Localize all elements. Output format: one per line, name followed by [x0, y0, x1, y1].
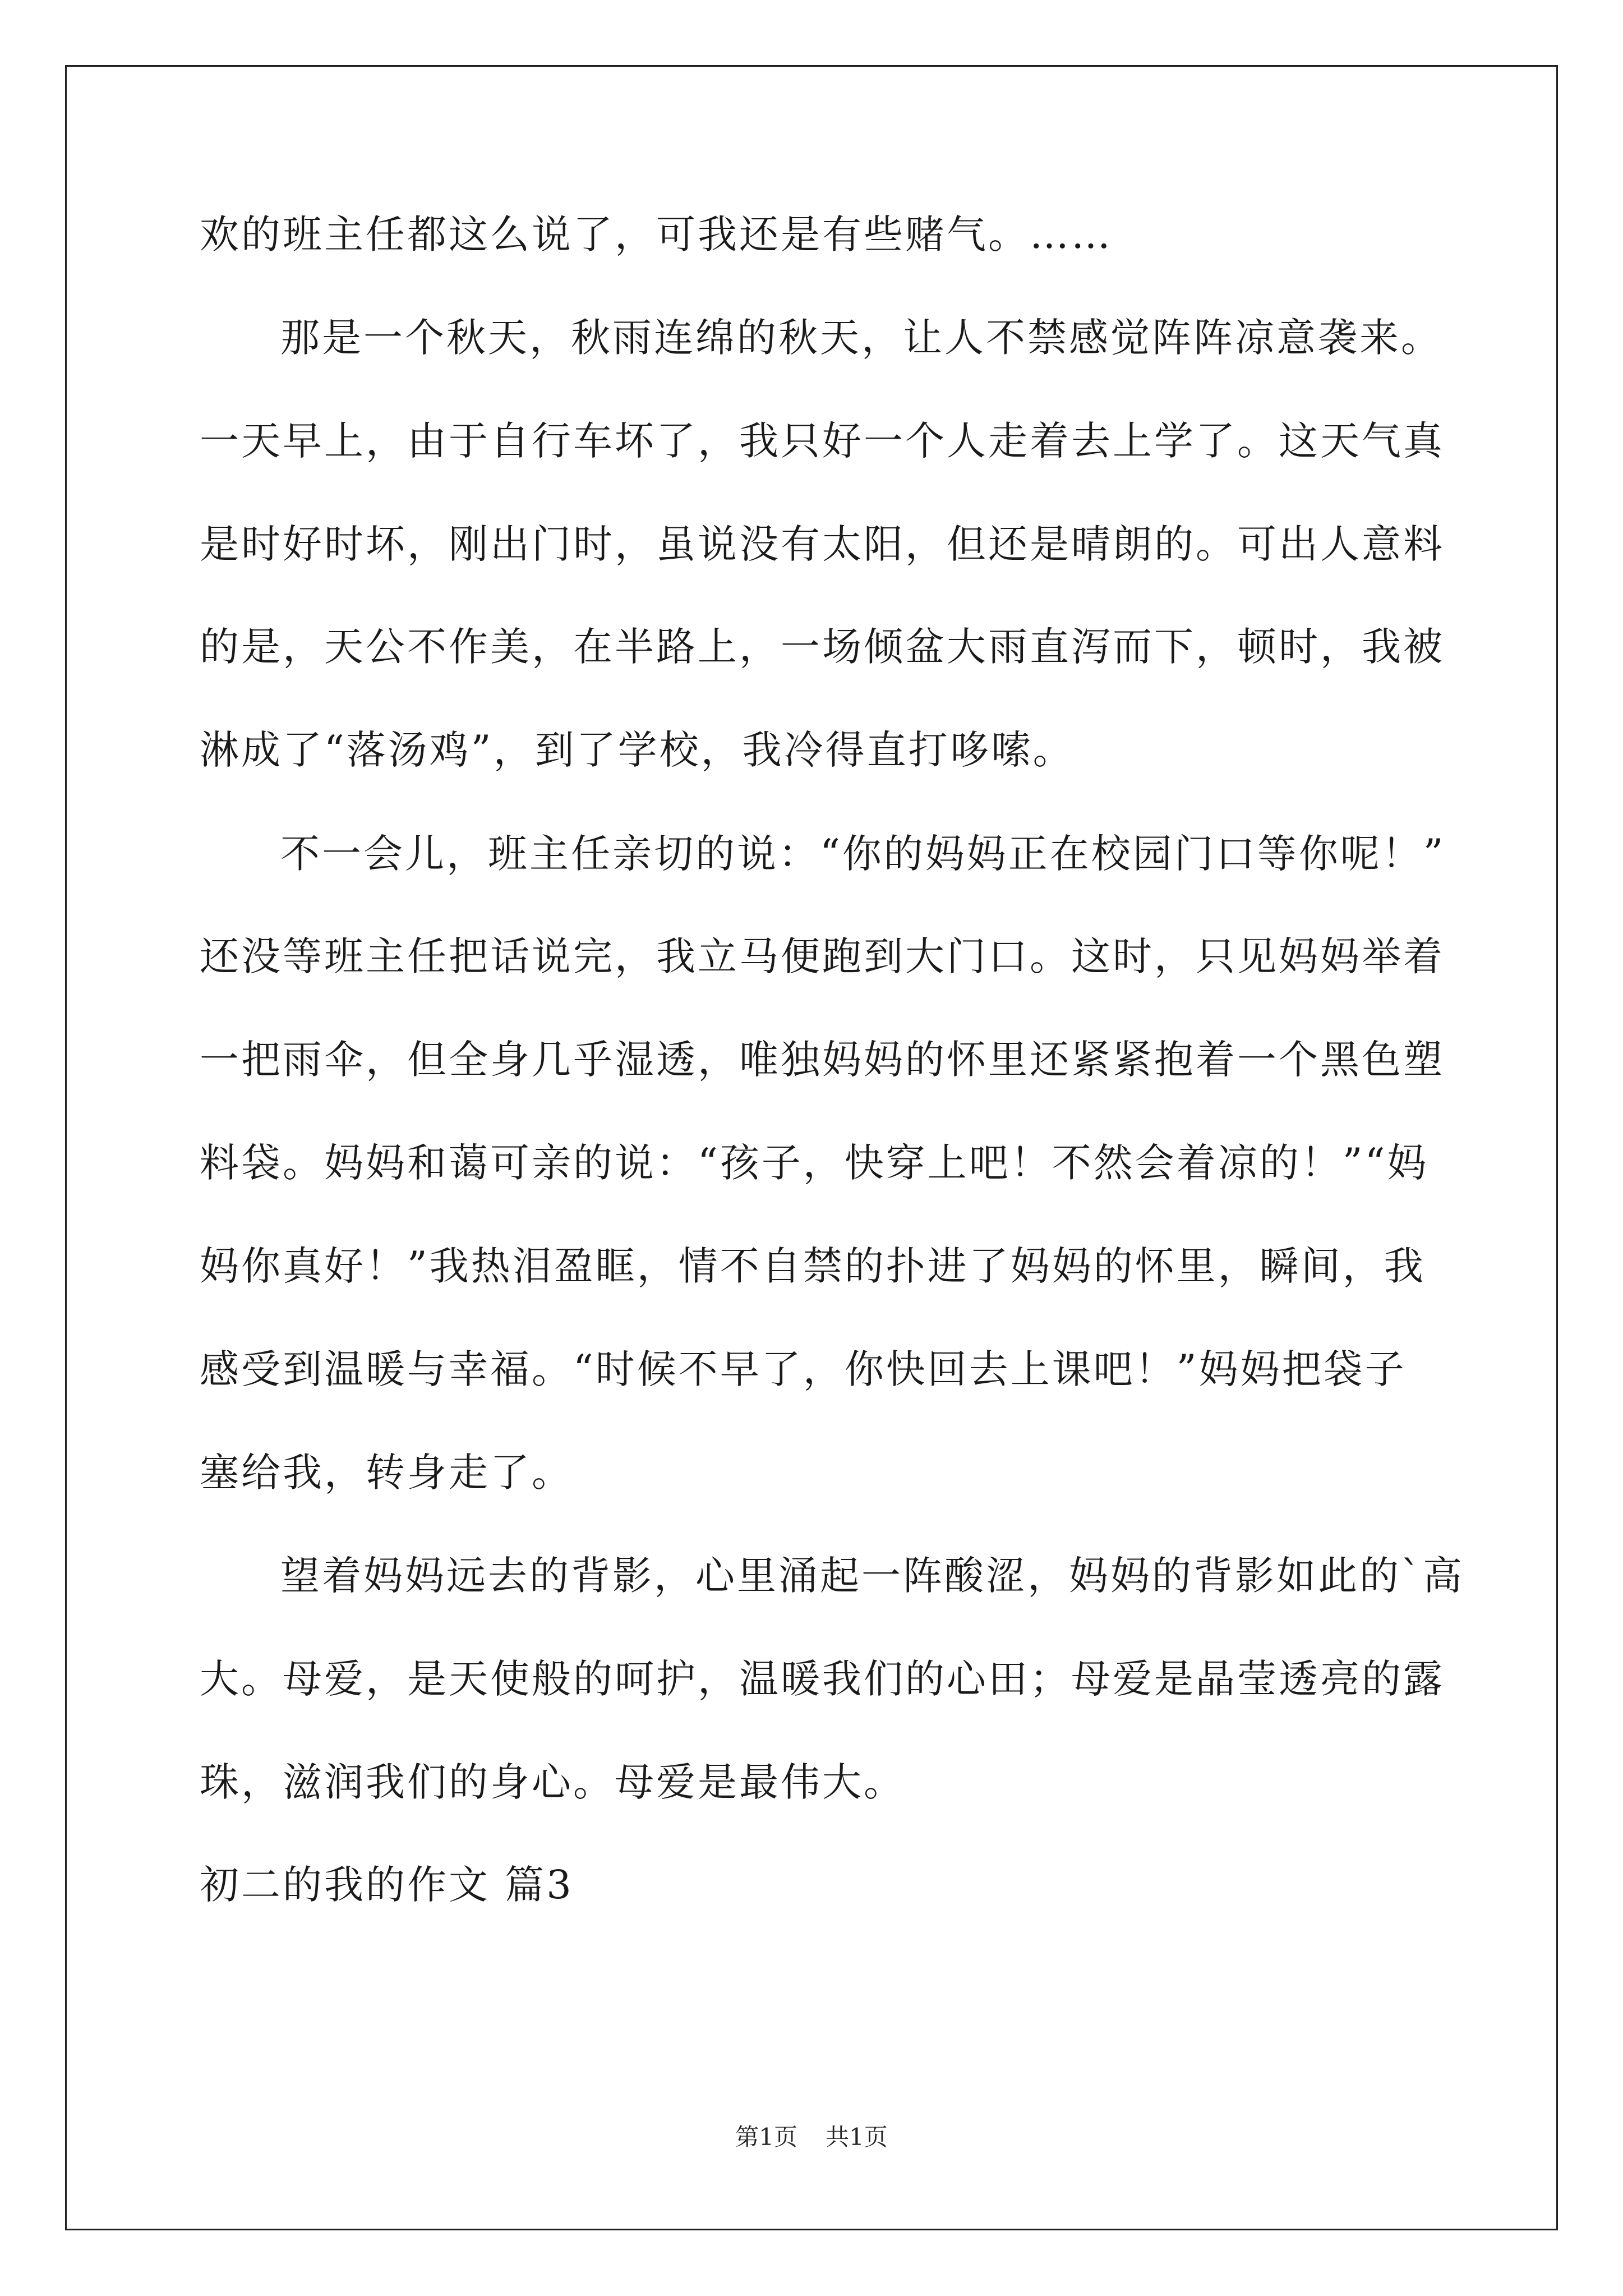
- text-line: 望着妈妈远去的背影，心里涌起一阵酸涩，妈妈的背影如此的`高: [280, 1553, 1464, 1599]
- text-line: 妈你真好！”我热泪盈眶，情不自禁的扑进了妈妈的怀里，瞬间，我: [200, 1243, 1426, 1289]
- text-line: 是时好时坏，刚出门时，虽说没有太阳，但还是晴朗的。可出人意料: [200, 521, 1445, 567]
- page-footer: [0, 2120, 1623, 2154]
- page-number: 第1页: [735, 2123, 797, 2151]
- text-line: 一天早上，由于自行车坏了，我只好一个人走着去上学了。这天气真: [200, 418, 1445, 464]
- text-line: 珠，滋润我们的身心。母爱是最伟大。: [200, 1759, 905, 1805]
- section-heading: 初二的我的作文 篇3: [200, 1862, 574, 1908]
- page-total: 共1页: [826, 2123, 888, 2151]
- text-line: 一把雨伞，但全身几乎湿透，唯独妈妈的怀里还紧紧抱着一个黑色塑: [200, 1037, 1445, 1083]
- text-line: 大。母爱，是天使般的呵护，温暖我们的心田；母爱是晶莹透亮的露: [200, 1656, 1445, 1702]
- text-line: 还没等班主任把话说完，我立马便跑到大门口。这时，只见妈妈举着: [200, 933, 1445, 979]
- text-line: 欢的班主任都这么说了，可我还是有些赌气。……: [200, 211, 1113, 257]
- text-line: 淋成了“落汤鸡”，到了学校，我冷得直打哆嗦。: [200, 727, 1075, 773]
- text-line: 的是，天公不作美，在半路上，一场倾盆大雨直泻而下，顿时，我被: [200, 624, 1445, 670]
- text-line: 不一会儿，班主任亲切的说：“你的妈妈正在校园门口等你呢！”: [280, 831, 1446, 877]
- text-line: 那是一个秋天，秋雨连绵的秋天，让人不禁感觉阵阵凉意袭来。: [280, 315, 1442, 361]
- text-line: 塞给我，转身走了。: [200, 1450, 573, 1496]
- text-line: 感受到温暖与幸福。“时候不早了，你快回去上课吧！”妈妈把袋子: [200, 1346, 1407, 1392]
- text-line: 料袋。妈妈和蔼可亲的说：“孩子，快穿上吧！不然会着凉的！”“妈: [200, 1140, 1429, 1186]
